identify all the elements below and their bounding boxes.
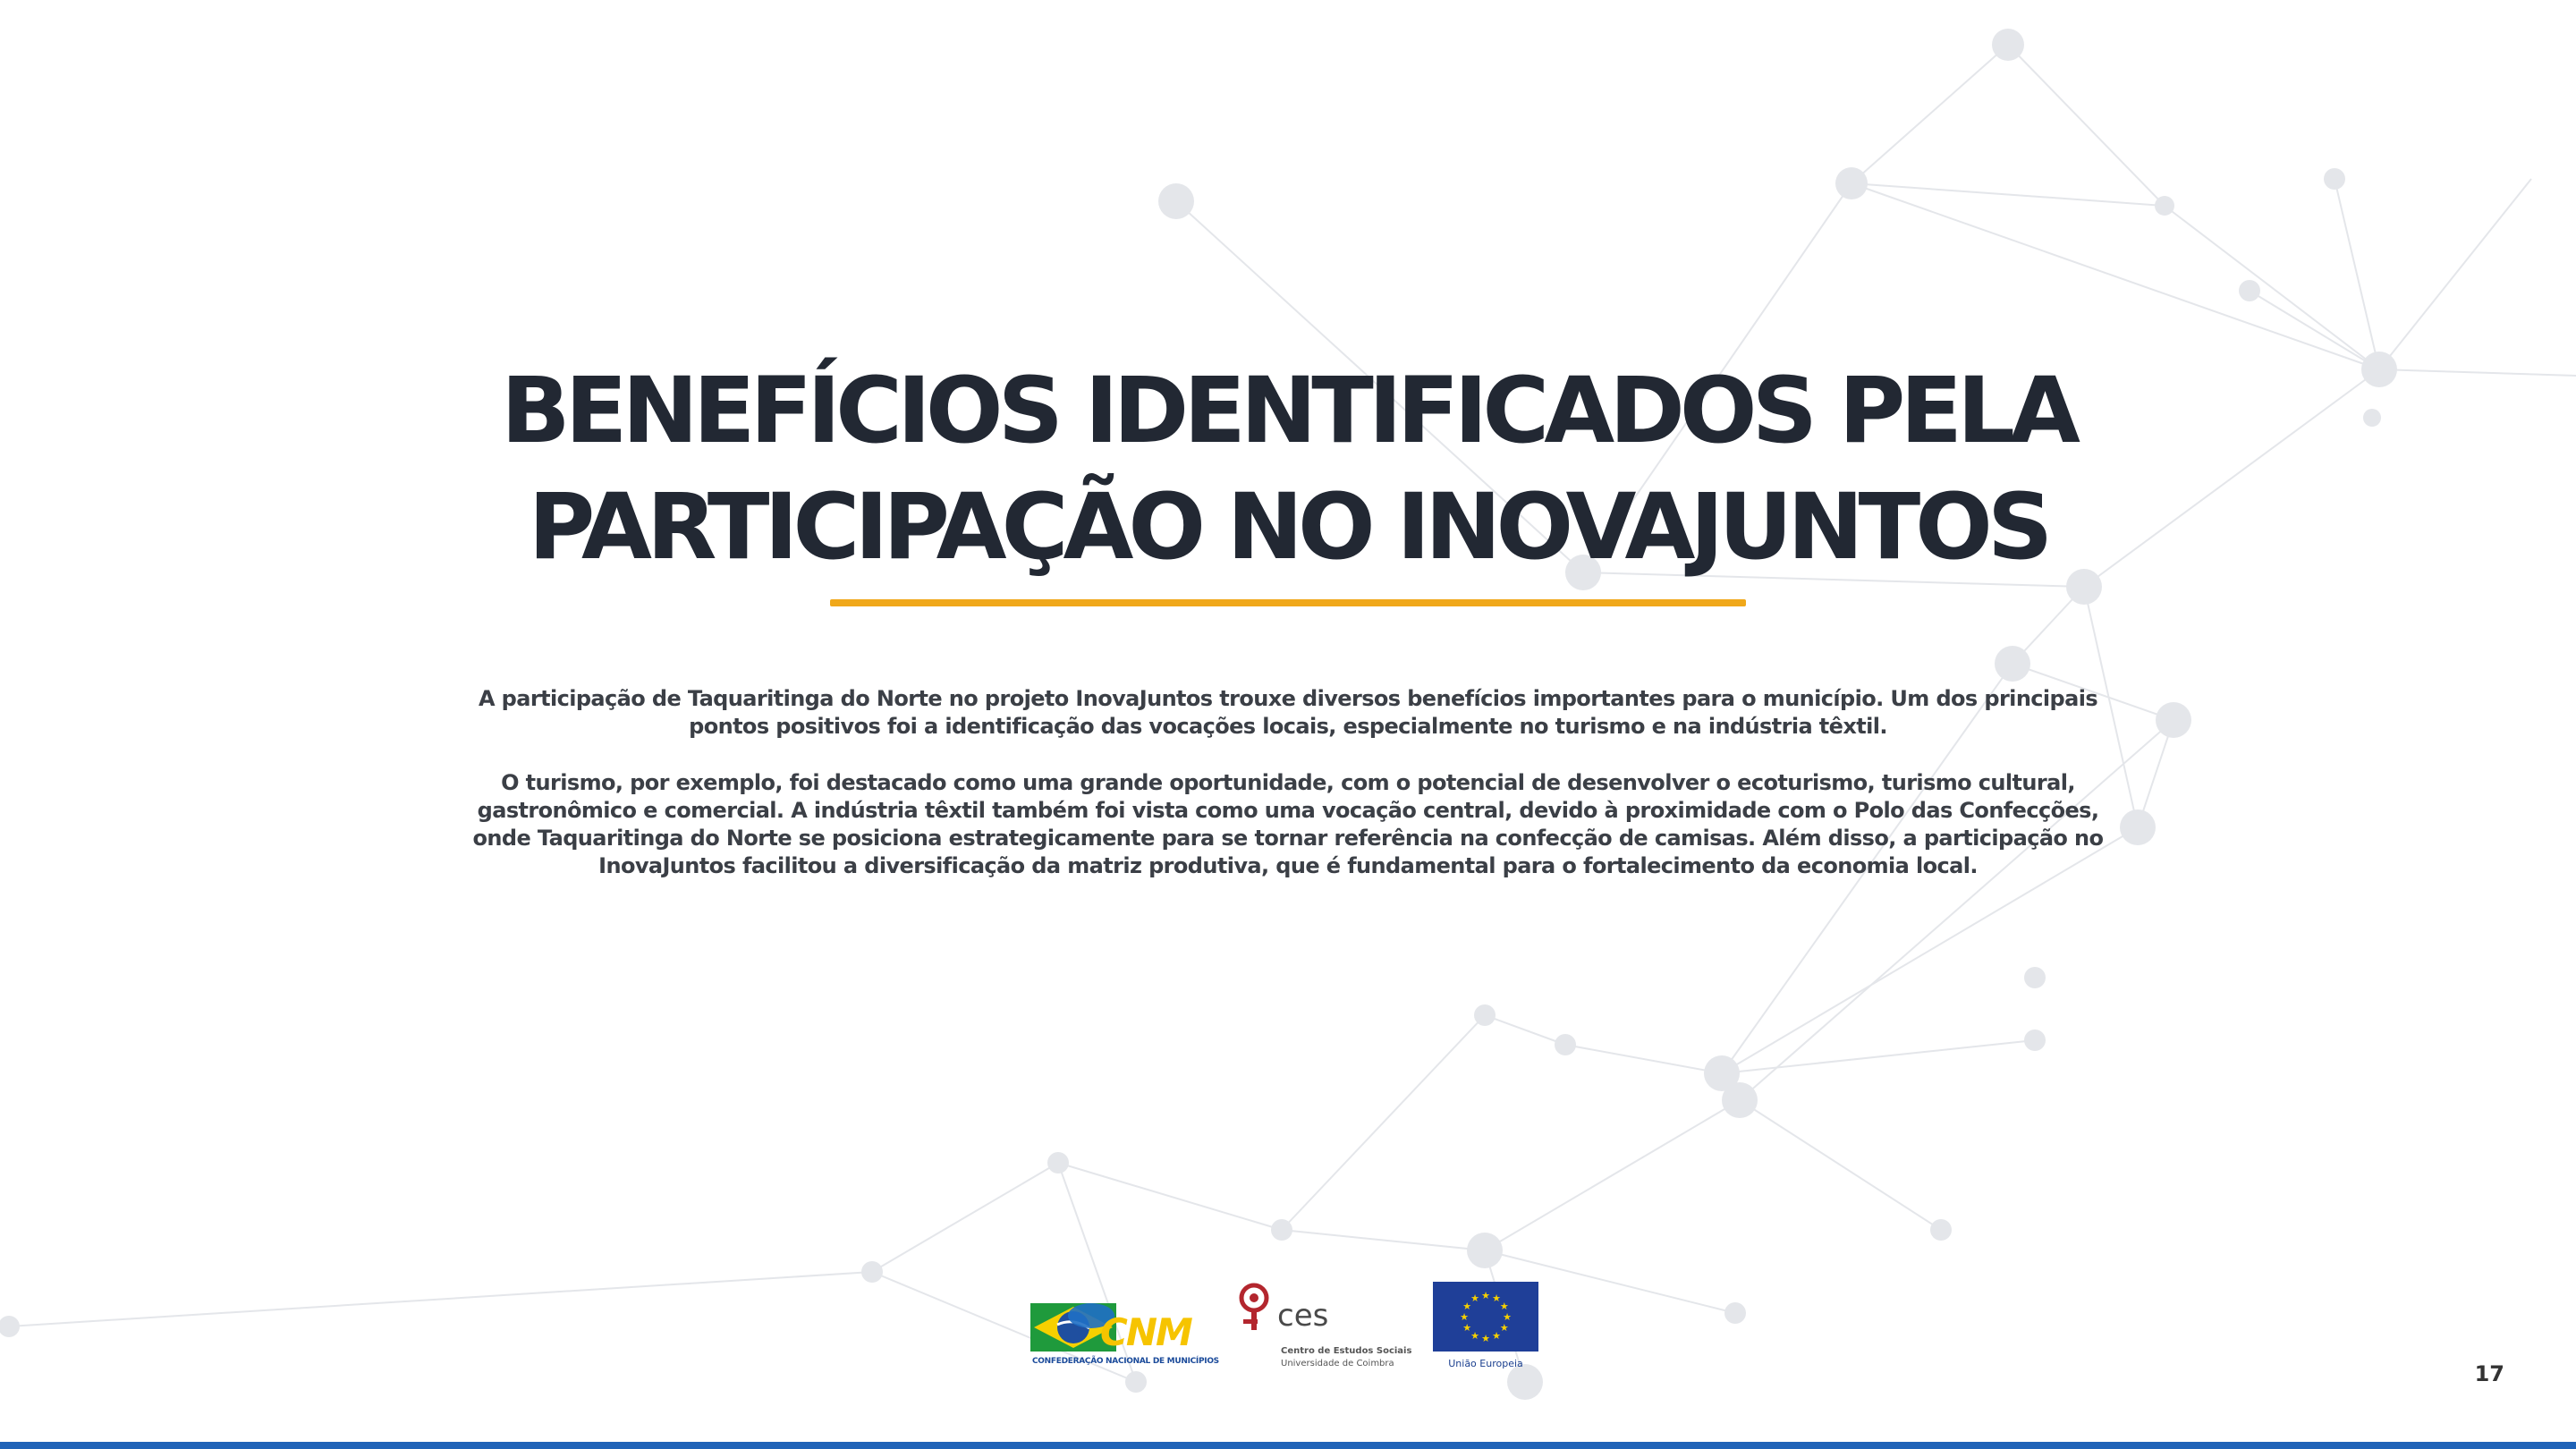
ces-subtitle-line-1: Centro de Estudos Sociais xyxy=(1281,1346,1412,1356)
slide-title-line-2: PARTICIPAÇÃO NO INOVAJUNTOS xyxy=(528,474,2048,580)
partner-logos xyxy=(1029,1275,1538,1373)
slide-title xyxy=(429,353,2147,586)
ces-emblem-icon xyxy=(1236,1282,1277,1335)
eu-star-icon: ★ xyxy=(1470,1329,1479,1342)
eu-star-icon: ★ xyxy=(1470,1292,1479,1305)
eu-star-icon: ★ xyxy=(1503,1311,1512,1323)
title-underline xyxy=(830,599,1746,606)
eu-star-icon: ★ xyxy=(1462,1322,1472,1334)
slide-title-line-1: BENEFÍCIOS IDENTIFICADOS PELA xyxy=(501,358,2075,464)
eu-star-icon: ★ xyxy=(1492,1292,1501,1305)
eu-flag-icon xyxy=(1433,1282,1538,1353)
eu-star-icon: ★ xyxy=(1499,1301,1509,1312)
cnm-logo xyxy=(1030,1292,1219,1369)
paragraph-1: A participação de Taquaritinga do Norte no projeto InovaJuntos trouxe diversos benefícios importantes para o município. Um dos principais pontos positivos foi a identificação das vocações locais, especialmente no turismo e na indústria têxtil. xyxy=(478,686,2098,739)
eu-star-icon: ★ xyxy=(1481,1290,1490,1301)
paragraph-2: O turismo, por exemplo, foi destacado como uma grande oportunidade, com o potencial de desenvolver o ecoturismo, turismo cultural, gastronômico e comercial. A indústria têxtil também foi vista como uma vocação central, devido à proximidade com o Polo das Confecções, onde Taquaritinga do Norte se posiciona estrategicamente para se tornar referência na confecção de camisas. Além disso, a participação no InovaJuntos facilitou a diversificação da matriz produtiva, que é fundamental para o fortalecimento da economia local. xyxy=(472,770,2104,878)
cnm-wordmark: CNM xyxy=(1100,1310,1191,1354)
ces-subtitle-line-2: Universidade de Coimbra xyxy=(1281,1359,1394,1368)
eu-star-icon: ★ xyxy=(1462,1301,1472,1312)
ces-wordmark: ces xyxy=(1277,1298,1329,1334)
page-number: 17 xyxy=(2474,1361,2504,1386)
body-text xyxy=(447,685,2129,909)
eu-logo xyxy=(1433,1282,1538,1373)
eu-label: União Europeia xyxy=(1448,1358,1523,1369)
eu-star-icon: ★ xyxy=(1499,1322,1509,1334)
cnm-subtitle: CONFEDERAÇÃO NACIONAL DE MUNICÍPIOS xyxy=(1032,1357,1219,1366)
bottom-accent-bar xyxy=(0,1442,2576,1449)
ces-logo xyxy=(1236,1282,1412,1371)
eu-star-icon: ★ xyxy=(1481,1333,1490,1344)
eu-star-icon: ★ xyxy=(1492,1329,1501,1342)
eu-star-icon: ★ xyxy=(1460,1311,1469,1323)
